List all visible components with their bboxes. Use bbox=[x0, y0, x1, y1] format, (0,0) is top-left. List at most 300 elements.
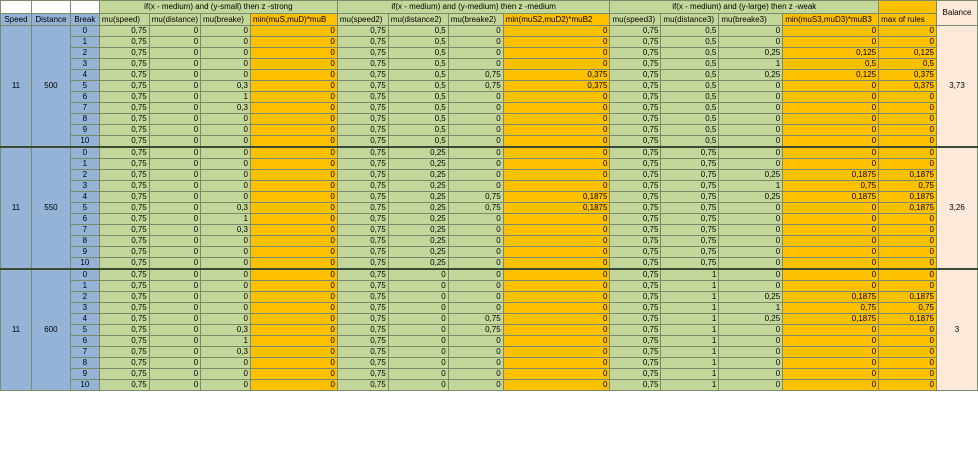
break-cell[interactable]: 3 bbox=[70, 181, 99, 192]
rule3-title[interactable]: if(x - medium) and (y-large) then z -weak bbox=[610, 1, 879, 14]
value-cell[interactable]: 0 bbox=[250, 214, 337, 225]
break-header[interactable]: Break bbox=[70, 14, 99, 26]
value-cell[interactable]: 0 bbox=[388, 281, 448, 292]
value-cell[interactable]: 0,5 bbox=[388, 37, 448, 48]
value-cell[interactable]: 0 bbox=[783, 336, 879, 347]
col-header[interactable]: mu(distance3) bbox=[661, 14, 719, 26]
value-cell[interactable]: 0 bbox=[201, 358, 251, 369]
value-cell[interactable]: 0 bbox=[149, 380, 200, 391]
value-cell[interactable]: 0 bbox=[719, 125, 783, 136]
value-cell[interactable]: 0 bbox=[250, 325, 337, 336]
value-cell[interactable]: 0 bbox=[149, 292, 200, 303]
value-cell[interactable]: 0 bbox=[503, 59, 610, 70]
value-cell[interactable]: 0,75 bbox=[661, 159, 719, 170]
break-cell[interactable]: 10 bbox=[70, 258, 99, 270]
value-cell[interactable]: 0,75 bbox=[337, 170, 388, 181]
value-cell[interactable]: 0,25 bbox=[388, 170, 448, 181]
value-cell[interactable]: 0 bbox=[879, 159, 937, 170]
value-cell[interactable]: 0,75 bbox=[99, 136, 149, 148]
value-cell[interactable]: 0,75 bbox=[337, 358, 388, 369]
value-cell[interactable]: 0,75 bbox=[99, 181, 149, 192]
value-cell[interactable]: 0 bbox=[879, 136, 937, 148]
break-cell[interactable]: 4 bbox=[70, 192, 99, 203]
speed-cell[interactable]: 11 bbox=[1, 26, 32, 148]
value-cell[interactable]: 0 bbox=[250, 258, 337, 270]
value-cell[interactable]: 0 bbox=[879, 380, 937, 391]
value-cell[interactable]: 0 bbox=[201, 48, 251, 59]
value-cell[interactable]: 0 bbox=[448, 48, 503, 59]
value-cell[interactable]: 0 bbox=[503, 303, 610, 314]
value-cell[interactable]: 0 bbox=[448, 225, 503, 236]
value-cell[interactable]: 0 bbox=[149, 181, 200, 192]
value-cell[interactable]: 0 bbox=[149, 114, 200, 125]
value-cell[interactable]: 0 bbox=[201, 247, 251, 258]
value-cell[interactable]: 1 bbox=[661, 369, 719, 380]
value-cell[interactable]: 0,25 bbox=[388, 181, 448, 192]
value-cell[interactable]: 0,25 bbox=[388, 214, 448, 225]
value-cell[interactable]: 0 bbox=[719, 325, 783, 336]
value-cell[interactable]: 0,5 bbox=[661, 59, 719, 70]
value-cell[interactable]: 0,75 bbox=[337, 92, 388, 103]
value-cell[interactable]: 0,75 bbox=[610, 247, 661, 258]
value-cell[interactable]: 0 bbox=[719, 92, 783, 103]
value-cell[interactable]: 0 bbox=[503, 136, 610, 148]
value-cell[interactable]: 0,75 bbox=[337, 48, 388, 59]
value-cell[interactable]: 0 bbox=[503, 92, 610, 103]
value-cell[interactable]: 0,3 bbox=[201, 203, 251, 214]
value-cell[interactable]: 0 bbox=[201, 292, 251, 303]
value-cell[interactable]: 0,75 bbox=[337, 147, 388, 159]
value-cell[interactable]: 0 bbox=[149, 336, 200, 347]
value-cell[interactable]: 0,75 bbox=[337, 125, 388, 136]
value-cell[interactable]: 0 bbox=[201, 192, 251, 203]
value-cell[interactable]: 0,5 bbox=[388, 125, 448, 136]
value-cell[interactable]: 0 bbox=[879, 258, 937, 270]
value-cell[interactable]: 0,75 bbox=[661, 236, 719, 247]
value-cell[interactable]: 0 bbox=[149, 314, 200, 325]
value-cell[interactable]: 0 bbox=[250, 369, 337, 380]
value-cell[interactable]: 0 bbox=[448, 181, 503, 192]
value-cell[interactable]: 0,5 bbox=[661, 103, 719, 114]
value-cell[interactable]: 0,75 bbox=[610, 281, 661, 292]
value-cell[interactable]: 0 bbox=[503, 258, 610, 270]
value-cell[interactable]: 0 bbox=[250, 314, 337, 325]
distance-cell[interactable]: 600 bbox=[31, 269, 70, 391]
value-cell[interactable]: 0 bbox=[719, 269, 783, 281]
value-cell[interactable]: 0,75 bbox=[99, 114, 149, 125]
value-cell[interactable]: 0,1875 bbox=[503, 203, 610, 214]
value-cell[interactable]: 0,5 bbox=[388, 59, 448, 70]
value-cell[interactable]: 0 bbox=[149, 136, 200, 148]
value-cell[interactable]: 0,75 bbox=[99, 314, 149, 325]
value-cell[interactable]: 0 bbox=[783, 380, 879, 391]
value-cell[interactable]: 0,75 bbox=[99, 147, 149, 159]
value-cell[interactable]: 0 bbox=[783, 269, 879, 281]
value-cell[interactable]: 0 bbox=[448, 347, 503, 358]
value-cell[interactable]: 0,75 bbox=[610, 114, 661, 125]
value-cell[interactable]: 0,75 bbox=[337, 81, 388, 92]
value-cell[interactable]: 0,75 bbox=[610, 136, 661, 148]
value-cell[interactable]: 0 bbox=[149, 281, 200, 292]
break-cell[interactable]: 1 bbox=[70, 159, 99, 170]
col-header[interactable]: mu(breake2) bbox=[448, 14, 503, 26]
value-cell[interactable]: 0 bbox=[719, 225, 783, 236]
break-cell[interactable]: 10 bbox=[70, 380, 99, 391]
value-cell[interactable]: 0,5 bbox=[388, 26, 448, 37]
value-cell[interactable]: 0 bbox=[503, 281, 610, 292]
value-cell[interactable]: 0,5 bbox=[388, 81, 448, 92]
value-cell[interactable]: 0,75 bbox=[337, 369, 388, 380]
value-cell[interactable]: 0,5 bbox=[661, 136, 719, 148]
value-cell[interactable]: 0,3 bbox=[201, 325, 251, 336]
value-cell[interactable]: 0,75 bbox=[610, 203, 661, 214]
break-cell[interactable]: 3 bbox=[70, 59, 99, 70]
value-cell[interactable]: 0 bbox=[503, 347, 610, 358]
value-cell[interactable]: 0 bbox=[201, 125, 251, 136]
break-cell[interactable]: 9 bbox=[70, 125, 99, 136]
value-cell[interactable]: 1 bbox=[719, 59, 783, 70]
value-cell[interactable]: 0 bbox=[503, 369, 610, 380]
value-cell[interactable]: 0 bbox=[783, 203, 879, 214]
col-header[interactable]: min(muS2,muD2)*muB2 bbox=[503, 14, 610, 26]
value-cell[interactable]: 0,75 bbox=[610, 159, 661, 170]
value-cell[interactable]: 0 bbox=[250, 159, 337, 170]
value-cell[interactable]: 1 bbox=[661, 336, 719, 347]
distance-header[interactable]: Distance bbox=[31, 14, 70, 26]
value-cell[interactable]: 0,75 bbox=[99, 125, 149, 136]
value-cell[interactable]: 0 bbox=[719, 159, 783, 170]
header-empty-distance[interactable] bbox=[31, 1, 70, 14]
value-cell[interactable]: 0 bbox=[783, 325, 879, 336]
value-cell[interactable]: 0 bbox=[448, 358, 503, 369]
rule2-title[interactable]: if(x - medium) and (y-medium) then z -medium bbox=[337, 1, 610, 14]
value-cell[interactable]: 0,75 bbox=[337, 203, 388, 214]
value-cell[interactable]: 0 bbox=[879, 37, 937, 48]
value-cell[interactable]: 1 bbox=[201, 214, 251, 225]
value-cell[interactable]: 0 bbox=[250, 70, 337, 81]
value-cell[interactable]: 0 bbox=[250, 59, 337, 70]
value-cell[interactable]: 0,75 bbox=[610, 81, 661, 92]
value-cell[interactable]: 0 bbox=[448, 236, 503, 247]
value-cell[interactable]: 0 bbox=[149, 258, 200, 270]
value-cell[interactable]: 0,75 bbox=[448, 70, 503, 81]
break-cell[interactable]: 5 bbox=[70, 203, 99, 214]
value-cell[interactable]: 0 bbox=[719, 358, 783, 369]
value-cell[interactable]: 0 bbox=[388, 292, 448, 303]
balance-cell[interactable]: 3 bbox=[937, 269, 978, 391]
value-cell[interactable]: 0 bbox=[503, 103, 610, 114]
value-cell[interactable]: 0 bbox=[201, 281, 251, 292]
value-cell[interactable]: 0 bbox=[719, 147, 783, 159]
value-cell[interactable]: 0,75 bbox=[99, 236, 149, 247]
value-cell[interactable]: 0 bbox=[879, 336, 937, 347]
value-cell[interactable]: 0 bbox=[201, 258, 251, 270]
value-cell[interactable]: 1 bbox=[201, 92, 251, 103]
break-cell[interactable]: 9 bbox=[70, 247, 99, 258]
value-cell[interactable]: 0,1875 bbox=[879, 170, 937, 181]
value-cell[interactable]: 0,75 bbox=[337, 336, 388, 347]
value-cell[interactable]: 0,75 bbox=[610, 192, 661, 203]
value-cell[interactable]: 0,75 bbox=[99, 92, 149, 103]
max-rules-header[interactable]: max of rules bbox=[879, 14, 937, 26]
value-cell[interactable]: 0 bbox=[149, 214, 200, 225]
value-cell[interactable]: 0 bbox=[503, 147, 610, 159]
value-cell[interactable]: 0,1875 bbox=[783, 314, 879, 325]
value-cell[interactable]: 0 bbox=[879, 269, 937, 281]
break-cell[interactable]: 4 bbox=[70, 314, 99, 325]
value-cell[interactable]: 0 bbox=[719, 26, 783, 37]
value-cell[interactable]: 0 bbox=[149, 159, 200, 170]
value-cell[interactable]: 0 bbox=[783, 369, 879, 380]
value-cell[interactable]: 0 bbox=[879, 247, 937, 258]
col-header[interactable]: mu(distance2) bbox=[388, 14, 448, 26]
break-cell[interactable]: 5 bbox=[70, 325, 99, 336]
break-cell[interactable]: 0 bbox=[70, 147, 99, 159]
break-cell[interactable]: 8 bbox=[70, 358, 99, 369]
value-cell[interactable]: 0,75 bbox=[337, 269, 388, 281]
value-cell[interactable]: 0 bbox=[503, 247, 610, 258]
break-cell[interactable]: 1 bbox=[70, 37, 99, 48]
balance-cell[interactable]: 3,26 bbox=[937, 147, 978, 269]
value-cell[interactable]: 0,75 bbox=[99, 292, 149, 303]
value-cell[interactable]: 0,75 bbox=[610, 92, 661, 103]
value-cell[interactable]: 0 bbox=[448, 281, 503, 292]
value-cell[interactable]: 0 bbox=[719, 347, 783, 358]
value-cell[interactable]: 0 bbox=[783, 247, 879, 258]
value-cell[interactable]: 0 bbox=[783, 236, 879, 247]
value-cell[interactable]: 0 bbox=[448, 147, 503, 159]
value-cell[interactable]: 0,75 bbox=[610, 325, 661, 336]
value-cell[interactable]: 0 bbox=[149, 26, 200, 37]
value-cell[interactable]: 0 bbox=[448, 92, 503, 103]
value-cell[interactable]: 0,5 bbox=[388, 103, 448, 114]
value-cell[interactable]: 0,75 bbox=[610, 48, 661, 59]
value-cell[interactable]: 0,75 bbox=[610, 358, 661, 369]
break-cell[interactable]: 7 bbox=[70, 347, 99, 358]
value-cell[interactable]: 0,25 bbox=[388, 192, 448, 203]
value-cell[interactable]: 0 bbox=[250, 37, 337, 48]
col-header[interactable]: mu(speed) bbox=[99, 14, 149, 26]
value-cell[interactable]: 0 bbox=[388, 369, 448, 380]
value-cell[interactable]: 0 bbox=[719, 281, 783, 292]
distance-cell[interactable]: 550 bbox=[31, 147, 70, 269]
value-cell[interactable]: 0 bbox=[448, 59, 503, 70]
value-cell[interactable]: 0,5 bbox=[879, 59, 937, 70]
rule1-title[interactable]: if(x - medium) and (y-small) then z -strong bbox=[99, 1, 337, 14]
value-cell[interactable]: 0 bbox=[783, 147, 879, 159]
value-cell[interactable]: 0,75 bbox=[99, 358, 149, 369]
value-cell[interactable]: 0 bbox=[503, 159, 610, 170]
value-cell[interactable]: 0,1875 bbox=[783, 170, 879, 181]
value-cell[interactable]: 0 bbox=[149, 81, 200, 92]
balance-cell[interactable]: 3,73 bbox=[937, 26, 978, 148]
value-cell[interactable]: 0 bbox=[149, 247, 200, 258]
value-cell[interactable]: 0 bbox=[783, 136, 879, 148]
value-cell[interactable]: 0,3 bbox=[201, 225, 251, 236]
value-cell[interactable]: 0 bbox=[250, 247, 337, 258]
value-cell[interactable]: 0,75 bbox=[661, 214, 719, 225]
value-cell[interactable]: 0 bbox=[783, 81, 879, 92]
value-cell[interactable]: 0,25 bbox=[388, 203, 448, 214]
break-cell[interactable]: 6 bbox=[70, 92, 99, 103]
value-cell[interactable]: 0,5 bbox=[661, 114, 719, 125]
value-cell[interactable]: 0 bbox=[149, 347, 200, 358]
value-cell[interactable]: 0 bbox=[783, 92, 879, 103]
value-cell[interactable]: 0,75 bbox=[337, 70, 388, 81]
value-cell[interactable]: 0,75 bbox=[337, 258, 388, 270]
value-cell[interactable]: 0,75 bbox=[99, 281, 149, 292]
value-cell[interactable]: 0,5 bbox=[388, 48, 448, 59]
header-empty-speed[interactable] bbox=[1, 1, 32, 14]
value-cell[interactable]: 0,75 bbox=[448, 325, 503, 336]
break-cell[interactable]: 0 bbox=[70, 26, 99, 37]
value-cell[interactable]: 0,75 bbox=[783, 303, 879, 314]
value-cell[interactable]: 0,75 bbox=[610, 347, 661, 358]
value-cell[interactable]: 0,75 bbox=[337, 26, 388, 37]
value-cell[interactable]: 0,3 bbox=[201, 103, 251, 114]
value-cell[interactable]: 0 bbox=[448, 136, 503, 148]
value-cell[interactable]: 0 bbox=[250, 225, 337, 236]
value-cell[interactable]: 0 bbox=[201, 314, 251, 325]
break-cell[interactable]: 2 bbox=[70, 292, 99, 303]
value-cell[interactable]: 0 bbox=[388, 380, 448, 391]
value-cell[interactable]: 0 bbox=[250, 236, 337, 247]
value-cell[interactable]: 0,25 bbox=[388, 159, 448, 170]
value-cell[interactable]: 0 bbox=[503, 225, 610, 236]
value-cell[interactable]: 0 bbox=[719, 81, 783, 92]
value-cell[interactable]: 0 bbox=[201, 269, 251, 281]
value-cell[interactable]: 0,75 bbox=[610, 303, 661, 314]
value-cell[interactable]: 0,75 bbox=[610, 292, 661, 303]
value-cell[interactable]: 0 bbox=[448, 336, 503, 347]
value-cell[interactable]: 0,75 bbox=[610, 225, 661, 236]
value-cell[interactable]: 0,75 bbox=[610, 26, 661, 37]
value-cell[interactable]: 0 bbox=[250, 114, 337, 125]
value-cell[interactable]: 0 bbox=[388, 314, 448, 325]
value-cell[interactable]: 0 bbox=[503, 26, 610, 37]
value-cell[interactable]: 0,75 bbox=[99, 81, 149, 92]
value-cell[interactable]: 0 bbox=[783, 258, 879, 270]
balance-header[interactable]: Balance bbox=[937, 1, 978, 26]
value-cell[interactable]: 0,75 bbox=[337, 380, 388, 391]
value-cell[interactable]: 0 bbox=[783, 125, 879, 136]
value-cell[interactable]: 0 bbox=[201, 26, 251, 37]
value-cell[interactable]: 0 bbox=[201, 380, 251, 391]
value-cell[interactable]: 0 bbox=[448, 37, 503, 48]
value-cell[interactable]: 0 bbox=[149, 70, 200, 81]
value-cell[interactable]: 0 bbox=[250, 26, 337, 37]
value-cell[interactable]: 0 bbox=[879, 214, 937, 225]
value-cell[interactable]: 0,75 bbox=[99, 336, 149, 347]
value-cell[interactable]: 0 bbox=[149, 358, 200, 369]
value-cell[interactable]: 0,5 bbox=[783, 59, 879, 70]
value-cell[interactable]: 1 bbox=[661, 358, 719, 369]
value-cell[interactable]: 0,25 bbox=[388, 147, 448, 159]
value-cell[interactable]: 0 bbox=[783, 225, 879, 236]
value-cell[interactable]: 0,75 bbox=[99, 48, 149, 59]
speed-header[interactable]: Speed bbox=[1, 14, 32, 26]
value-cell[interactable]: 0 bbox=[783, 214, 879, 225]
value-cell[interactable]: 0,5 bbox=[661, 48, 719, 59]
value-cell[interactable]: 0,75 bbox=[99, 103, 149, 114]
value-cell[interactable]: 0,75 bbox=[661, 247, 719, 258]
col-header[interactable]: mu(speed3) bbox=[610, 14, 661, 26]
value-cell[interactable]: 0,5 bbox=[661, 37, 719, 48]
value-cell[interactable]: 0 bbox=[250, 147, 337, 159]
value-cell[interactable]: 0 bbox=[719, 203, 783, 214]
value-cell[interactable]: 0 bbox=[250, 281, 337, 292]
value-cell[interactable]: 0 bbox=[388, 347, 448, 358]
value-cell[interactable]: 0 bbox=[149, 147, 200, 159]
value-cell[interactable]: 0 bbox=[783, 159, 879, 170]
break-cell[interactable]: 8 bbox=[70, 114, 99, 125]
value-cell[interactable]: 0 bbox=[719, 103, 783, 114]
break-cell[interactable]: 7 bbox=[70, 103, 99, 114]
value-cell[interactable]: 0,25 bbox=[719, 292, 783, 303]
break-cell[interactable]: 7 bbox=[70, 225, 99, 236]
value-cell[interactable]: 0 bbox=[149, 325, 200, 336]
value-cell[interactable]: 0 bbox=[201, 70, 251, 81]
value-cell[interactable]: 0,75 bbox=[448, 203, 503, 214]
value-cell[interactable]: 0,75 bbox=[99, 59, 149, 70]
value-cell[interactable]: 0,75 bbox=[337, 303, 388, 314]
value-cell[interactable]: 0 bbox=[879, 236, 937, 247]
value-cell[interactable]: 0 bbox=[783, 347, 879, 358]
value-cell[interactable]: 0,75 bbox=[610, 70, 661, 81]
value-cell[interactable]: 0 bbox=[879, 147, 937, 159]
value-cell[interactable]: 0 bbox=[719, 336, 783, 347]
value-cell[interactable]: 0,75 bbox=[337, 325, 388, 336]
value-cell[interactable]: 0,75 bbox=[337, 314, 388, 325]
value-cell[interactable]: 0,75 bbox=[610, 181, 661, 192]
value-cell[interactable]: 0 bbox=[879, 347, 937, 358]
value-cell[interactable]: 0 bbox=[250, 269, 337, 281]
header-empty-max[interactable] bbox=[879, 1, 937, 14]
value-cell[interactable]: 0 bbox=[719, 114, 783, 125]
value-cell[interactable]: 0,75 bbox=[661, 225, 719, 236]
value-cell[interactable]: 0 bbox=[201, 114, 251, 125]
value-cell[interactable]: 0,75 bbox=[337, 281, 388, 292]
speed-cell[interactable]: 11 bbox=[1, 147, 32, 269]
value-cell[interactable]: 0 bbox=[783, 37, 879, 48]
value-cell[interactable]: 0,75 bbox=[661, 203, 719, 214]
value-cell[interactable]: 0 bbox=[250, 203, 337, 214]
break-cell[interactable]: 6 bbox=[70, 214, 99, 225]
value-cell[interactable]: 0 bbox=[149, 125, 200, 136]
value-cell[interactable]: 0,75 bbox=[337, 347, 388, 358]
value-cell[interactable]: 0,75 bbox=[610, 380, 661, 391]
value-cell[interactable]: 0 bbox=[448, 258, 503, 270]
break-cell[interactable]: 2 bbox=[70, 170, 99, 181]
value-cell[interactable]: 0,75 bbox=[99, 26, 149, 37]
value-cell[interactable]: 0,75 bbox=[99, 37, 149, 48]
value-cell[interactable]: 0,75 bbox=[99, 380, 149, 391]
value-cell[interactable]: 0,25 bbox=[719, 314, 783, 325]
value-cell[interactable]: 0 bbox=[149, 303, 200, 314]
value-cell[interactable]: 0,375 bbox=[879, 81, 937, 92]
value-cell[interactable]: 0 bbox=[149, 59, 200, 70]
value-cell[interactable]: 0 bbox=[783, 281, 879, 292]
value-cell[interactable]: 0 bbox=[201, 59, 251, 70]
value-cell[interactable]: 0,75 bbox=[610, 170, 661, 181]
value-cell[interactable]: 0,25 bbox=[719, 48, 783, 59]
value-cell[interactable]: 0,1875 bbox=[879, 203, 937, 214]
value-cell[interactable]: 0 bbox=[250, 292, 337, 303]
value-cell[interactable]: 0,75 bbox=[879, 181, 937, 192]
value-cell[interactable]: 0,75 bbox=[337, 114, 388, 125]
value-cell[interactable]: 0 bbox=[201, 303, 251, 314]
value-cell[interactable]: 0,75 bbox=[783, 181, 879, 192]
